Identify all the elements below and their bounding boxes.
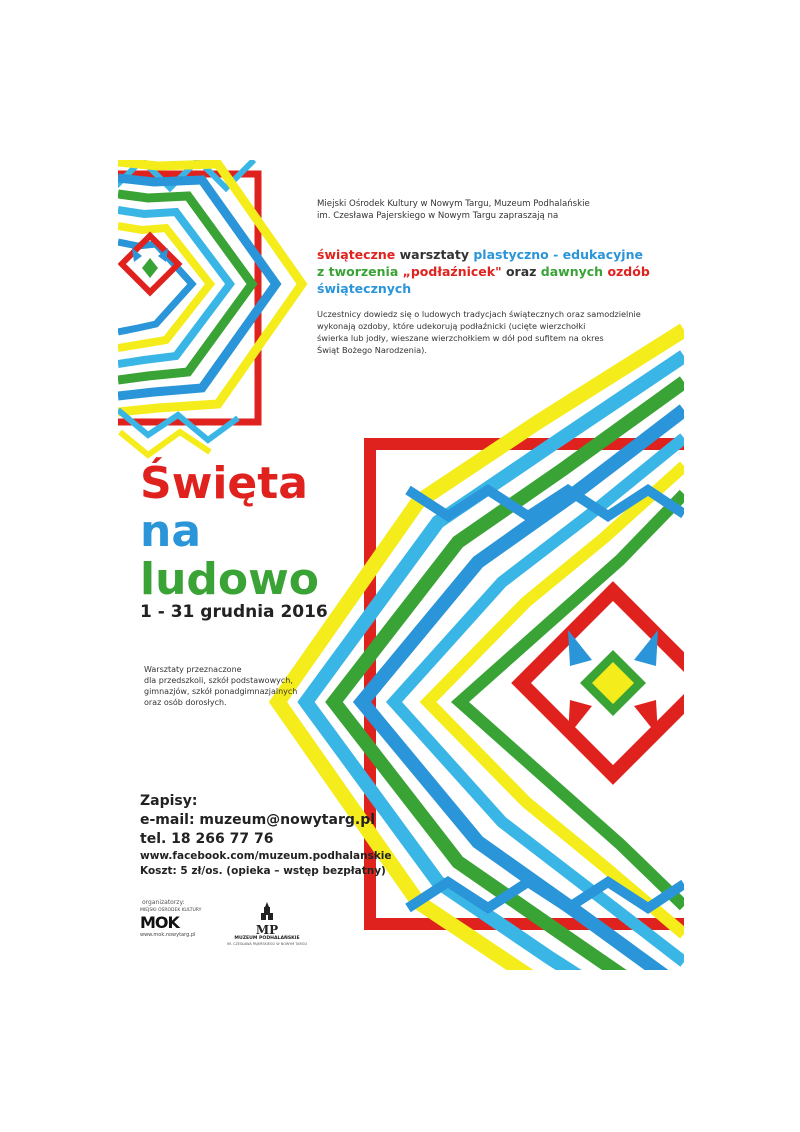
church-icon (259, 902, 275, 920)
workshop-headline (317, 246, 677, 297)
intro-line: im. Czesława Pajerskiego w Nowym Targu zapraszają na (317, 211, 559, 221)
audience-line: oraz osób dorosłych. (144, 698, 227, 707)
contact-heading: Zapisy: (140, 793, 198, 809)
headline-word: dawnych (540, 264, 604, 279)
museum-logo (224, 902, 310, 947)
title-line-2: na (140, 506, 202, 557)
poster (118, 160, 684, 970)
audience-line: Warsztaty przeznaczone (144, 665, 242, 674)
description-line: świerka lub jodły, wieszane wierzchołkiem w dół pod sufitem na okres (317, 333, 604, 343)
title-line-3: ludowo (140, 554, 320, 605)
small-ornament (118, 160, 302, 455)
organizers-label: organizatorzy: (142, 899, 185, 906)
mok-logo-url: www.mok.nowytarg.pl (140, 932, 196, 938)
description-line: Świąt Bożego Narodzenia). (317, 345, 427, 355)
headline-word: ozdób (607, 264, 650, 279)
audience-line: gimnazjów, szkół ponadgimnazjalnych (144, 687, 298, 696)
contact-block (140, 792, 392, 879)
headline-word: z tworzenia (317, 264, 399, 279)
intro-line: Miejski Ośrodek Kultury w Nowym Targu, Muzeum Podhalańskie (317, 199, 590, 209)
headline-word: świąteczne (317, 247, 396, 262)
headline-word: „podłaźnicek" (402, 264, 502, 279)
museum-name: MUZEUM PODHALAŃSKIE (234, 936, 300, 941)
contact-phone: tel. 18 266 77 76 (140, 831, 274, 847)
audience-line: dla przedszkoli, szkół podstawowych, (144, 676, 293, 685)
headline-word: świątecznych (317, 281, 412, 296)
description-line: Uczestnicy dowiedz się o ludowych tradycjach świątecznych oraz samodzielnie (317, 309, 641, 319)
contact-email[interactable]: e-mail: muzeum@nowytarg.pl (140, 812, 376, 828)
headline-word: oraz (505, 264, 537, 279)
mok-logo-caption: MIEJSKI OŚRODEK KULTURY (140, 908, 202, 913)
museum-subtitle: IM. CZESŁAWA PAJERSKIEGO W NOWYM TARGU (227, 942, 307, 946)
contact-cost: Koszt: 5 zł/os. (opieka – wstęp bezpłatny) (140, 865, 386, 877)
audience-text (144, 664, 324, 708)
event-title (140, 460, 319, 604)
museum-monogram: MP (255, 923, 279, 937)
mok-logo-mark: MOK (140, 913, 179, 932)
contact-website[interactable]: www.facebook.com/muzeum.podhalanskie (140, 850, 392, 862)
mok-logo (140, 908, 212, 938)
headline-word: plastyczno - edukacyjne (473, 247, 643, 262)
description-line: wykonają ozdoby, które udekorują podłaźnicki (ucięte wierzchołki (317, 321, 586, 331)
intro-text (317, 198, 647, 222)
event-date: 1 - 31 grudnia 2016 (140, 602, 328, 622)
title-line-1: Święta (140, 458, 308, 509)
description-text (317, 308, 662, 356)
headline-word: warsztaty (399, 247, 469, 262)
